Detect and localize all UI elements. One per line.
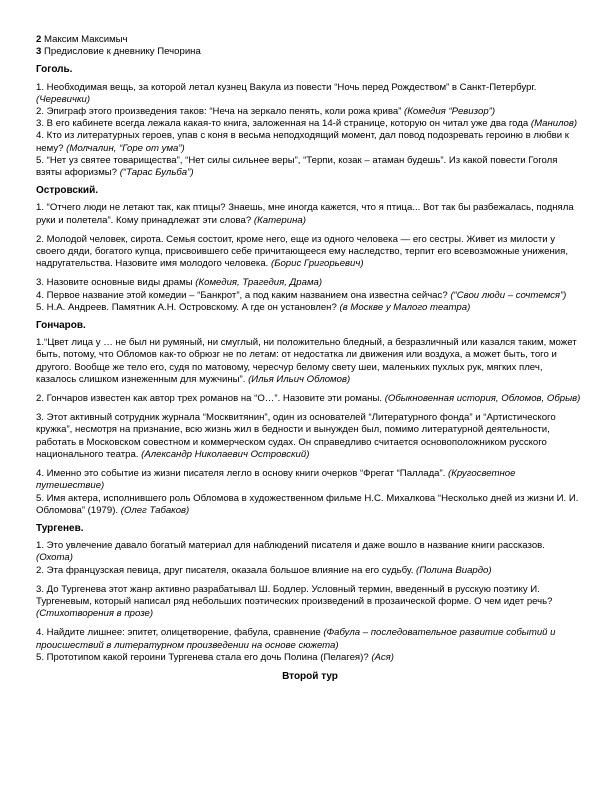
answer-text: (в Москве у Малого театра) [339, 301, 471, 313]
question-text: 4. Найдите лишнее: эпитет, олицетворение, фабула, сравнение [36, 627, 321, 639]
spacer [36, 386, 584, 393]
answer-text: (Стихотворения в прозе) [36, 608, 154, 620]
question-item [36, 565, 584, 577]
spacer [36, 620, 584, 627]
answer-text: (Черевички) [36, 93, 91, 105]
question-text: 5. Н.А. Андреев. Памятник А.Н. Островскому. А где он установлен? [36, 301, 337, 313]
question-text: 4. Первое название этой комедии – “Банкрот”, а под каким названием она известна сейчас? [36, 289, 448, 301]
question-text: 5. Имя актера, исполнившего роль Обломова в художественном фильме Н.С. Михалкова “Несколько дней из жизни И. И. Обломова” (1979). [36, 492, 579, 516]
question-text: 1. Необходимая вещь, за которой летал кузнец Вакула из повести “Ночь перед Рождеством” в Санкт-Петербург. [36, 81, 537, 93]
answer-text: (Кругосветное путешествие) [36, 468, 516, 492]
spacer [36, 405, 584, 412]
question-item [36, 412, 584, 461]
answer-text: (Илья Ильич Обломов) [248, 373, 351, 385]
question-item [36, 652, 584, 664]
question-item [36, 202, 584, 226]
intro-line: 3 Предисловие к дневнику Печорина [36, 46, 201, 58]
answer-text: (Манилов) [530, 118, 578, 130]
answer-text: (“Свои люди – сочтемся”) [450, 289, 567, 301]
answer-text: (Комедия “Ревизор”) [404, 106, 496, 118]
question-text: 1. “Отчего люди не летают так, как птицы? Знаешь, мне иногда кажется, что я птица... Вот так бы разбежалась, подняла руки и полетела”. Кому принадлежат эти слова? [36, 202, 574, 226]
question-text: 4. Именно это событие из жизни писателя легло в основу книги очерков “Фрегат “Паллада”. [36, 468, 446, 480]
question-text: 2. Эпиграф этого произведения таков: “Неча на зеркало пенять, коли рожа крива” [36, 106, 402, 118]
question-text: 2. Эта французская певица, друг писателя, оказала большое влияние на его судьбу. [36, 564, 414, 576]
spacer [36, 270, 584, 277]
question-item [36, 118, 584, 130]
sections-container [36, 64, 584, 664]
section-heading: Гончаров. [36, 320, 86, 332]
question-item [36, 337, 584, 386]
answer-text: (Катерина) [253, 214, 306, 226]
answer-text: (Охота) [36, 552, 73, 564]
question-item [36, 234, 584, 271]
question-text: 3. Этот активный сотрудник журнала “Москвитянин”, один из основателей “Литературного фонда” и “Артистического кружка”, несмотря на признание, всю жизнь жил в бедности и вынужден был, помимо литературной деятельности, работать в Московском совестном и коммерческом судах. Он справедливо считается основоположником русского национального театра. [36, 412, 556, 460]
question-item [36, 540, 584, 564]
question-item [36, 82, 584, 106]
question-item [36, 277, 584, 289]
question-text: 3. В его кабинете всегда лежала какая-то книга, заложенная на 14-й странице, которую он читал уже два года [36, 118, 529, 130]
question-text: 2. Молодой человек, сирота. Семья состоит, кроме него, еще из одного человека — его сестры. Живет из милости у своего дяди, богатого купца, присвоившего себе причитающееся ему наследство, терпит его всевозможные унижения, надругательства. Назовите имя молодого человека. [36, 233, 569, 270]
answer-text: (Ася) [371, 651, 394, 663]
answer-text: (Фабула – последовательное развитие событий и происшествий в литературном произведении на основе сюжета) [36, 627, 556, 651]
question-text: 2. Гончаров известен как автор трех романов на “О…”. Назовите эти романы. [36, 393, 383, 405]
question-item [36, 290, 584, 302]
answer-text: (Комедия, Трагедия, Драма) [195, 277, 323, 289]
section-heading: Гоголь. [36, 64, 73, 76]
answer-text: (“Тарас Бульба”) [119, 167, 194, 179]
answer-text: (Обыкновенная история, Обломов, Обрыв) [384, 393, 581, 405]
question-item [36, 627, 584, 651]
section-footer-title: Второй тур [282, 670, 338, 682]
question-text: 3. До Тургенева этот жанр активно разрабатывал Ш. Бодлер. Условный термин, введенный в русскую поэтику И. Тургеневым, который написал ряд небольших поэтических произведений в прозаической форме. О чем идет речь? [36, 583, 553, 607]
question-text: 4. Кто из литературных героев, упав с коня в весьма неподходящий момент, дал повод подозревать героиню в любви к нему? [36, 130, 570, 154]
spacer [36, 227, 584, 234]
question-item [36, 130, 584, 154]
question-item [36, 155, 584, 179]
answer-text: (Полина Виардо) [416, 564, 492, 576]
answer-text: (Олег Табаков) [120, 504, 190, 516]
question-text: 3. Назовите основные виды драмы [36, 277, 193, 289]
section-heading: Островский. [36, 185, 98, 197]
section-heading: Тургенев. [36, 522, 84, 534]
answer-text: (Молчалин, “Горе от ума”) [66, 142, 185, 154]
document-page [36, 34, 584, 683]
question-item [36, 584, 584, 621]
question-item [36, 106, 584, 118]
intro-line: 2 Максим Максимыч [36, 34, 128, 45]
spacer [36, 461, 584, 468]
question-item [36, 393, 584, 405]
question-text: 5. “Нет уз святее товарищества”, “Нет силы сильнее веры”, “Терпи, козак – атаман будешь”. Из какой повести Гоголя взяты афоризмы? [36, 154, 558, 179]
answer-text: (Александр Николаевич Островский) [141, 448, 310, 460]
question-text: 1.“Цвет лица у … не был ни румяный, ни смуглый, ни положительно бледный, а безразличный или казался таким, может быть, потому, что Обломов как-то обрюзг не по летам: от недостатка ли движения или воздуха, а может быть, того и другого. Вообще же тело его, судя по матовому, чересчур белому свету шеи, маленьких пухлых рук, мягких плеч, казалось слишком изнеженным для мужчины”. [36, 337, 577, 385]
question-item [36, 468, 584, 492]
question-text: 5. Прототипом какой героини Тургенева стала его дочь Полина (Пелагея)? [36, 651, 369, 663]
answer-text: (Борис Григорьевич) [271, 258, 364, 270]
question-text: 1. Это увлечение давало богатый материал для наблюдений писателя и даже вошло в название книги рассказов. [36, 540, 545, 552]
spacer [36, 577, 584, 584]
question-item [36, 302, 584, 314]
question-item [36, 493, 584, 517]
